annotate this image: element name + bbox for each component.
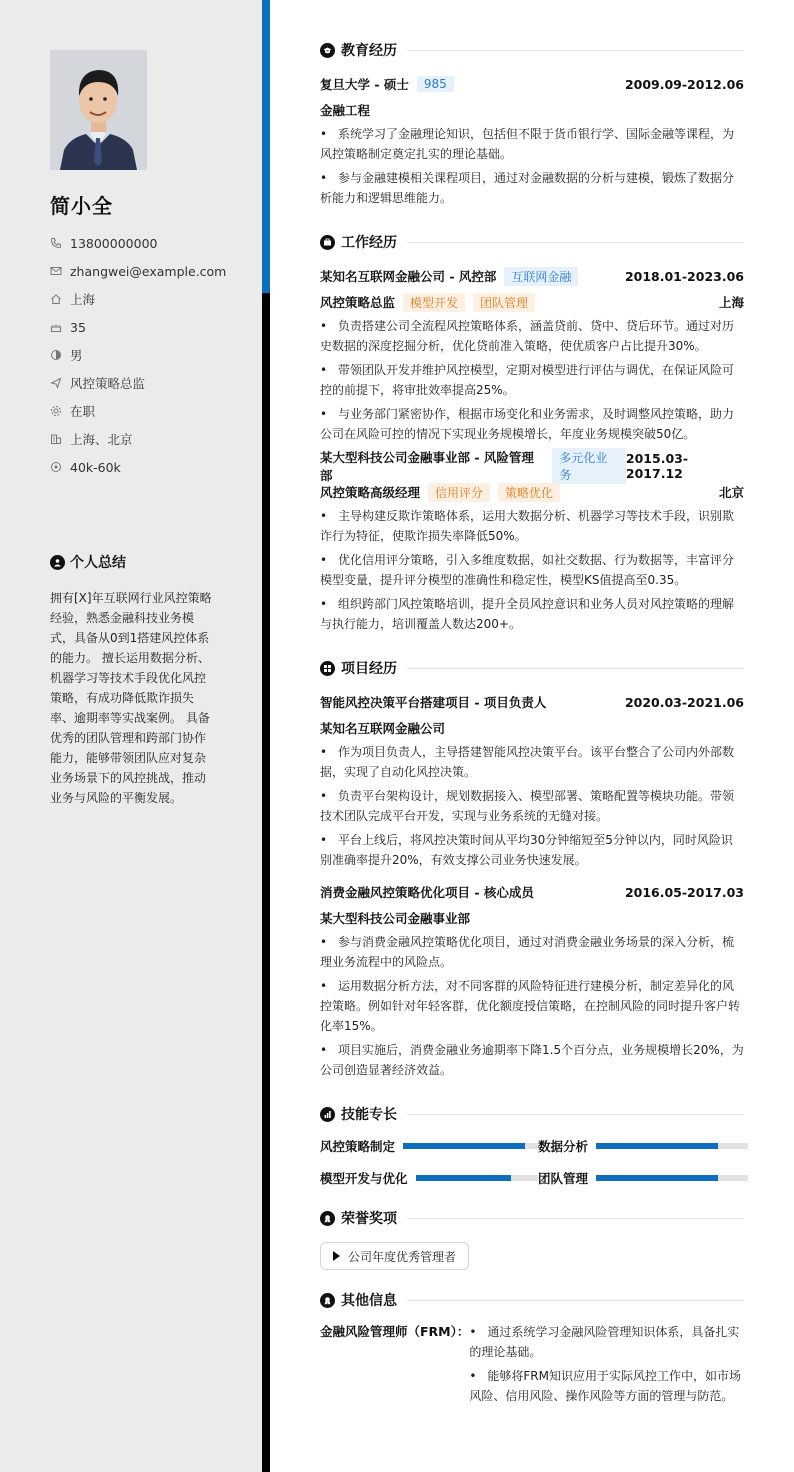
project-period: 2020.03-2021.06: [624, 694, 744, 710]
skill-bar: [596, 1175, 748, 1181]
list-item: • 参与消费金融风控策略优化项目，通过对消费金融业务场景的深入分析，梳理业务流程中的风险点。: [320, 935, 735, 969]
certificate-label: 金融风险管理师（FRM）：: [320, 1324, 470, 1339]
skill-tag: 信用评分: [428, 483, 490, 502]
section-rule: [407, 50, 744, 51]
list-item: • 项目实施后，消费金融业务逾期率下降1.5个百分点，业务规模增长20%，为公司创造显著经济效益。: [320, 1043, 744, 1077]
certificate-bullets: [469, 1322, 744, 1410]
company-name: 某知名互联网金融公司 - 风控部: [320, 269, 497, 284]
salary-item: [50, 453, 226, 481]
list-item: • 系统学习了金融理论知识，包括但不限于货币银行学、国际金融等课程，为风控策略制定奠定扎实的理论基础。: [320, 127, 735, 161]
skill-bar-fill: [596, 1175, 718, 1181]
skill-bar-fill: [596, 1143, 718, 1149]
job-period: 2018.01-2023.06: [624, 268, 744, 284]
industry-tag: 互联网金融: [504, 267, 578, 286]
info-icon: [320, 1293, 335, 1308]
list-item: • 带领团队开发并维护风控模型，定期对模型进行评估与调优，在保证风险可控的前提下，将审批效率提高25%。: [320, 363, 735, 397]
skill-tag: 策略优化: [498, 483, 560, 502]
job-period: 2015.03-2017.12: [625, 451, 689, 481]
position-value: 风控策略总监: [70, 376, 146, 391]
work-heading: [320, 230, 744, 254]
section-rule: [407, 1114, 744, 1115]
play-icon: [333, 1251, 340, 1261]
profile-photo: [50, 50, 147, 170]
school-name: 复旦大学 - 硕士: [320, 77, 409, 92]
skills-heading: [320, 1102, 744, 1126]
skill-item: [320, 1168, 538, 1188]
major: 金融工程: [320, 103, 371, 118]
projects-title: 项目经历: [341, 661, 397, 677]
phone-value: 13800000000: [70, 235, 158, 251]
job-location: 北京: [718, 485, 744, 500]
list-item: • 负责搭建公司全流程风控策略体系，涵盖贷前、贷中、贷后环节。通过对历史数据的深度挖掘分析，优化贷前准入策略，使优质客户占比提升30%。: [320, 319, 735, 353]
job-1-role-row: [320, 288, 744, 316]
list-item: • 能够将FRM知识应用于实际风控工作中，如市场风险、信用风险、操作风险等方面的管理与防范。: [469, 1369, 741, 1403]
project-2-header: [320, 880, 744, 904]
graduation-cap-icon: [320, 43, 335, 58]
education-title: 教育经历: [341, 43, 397, 59]
list-item: • 组织跨部门风控策略培训，提升全员风控意识和业务人员对风控策略的理解与执行能力，培训覆盖人数达200+。: [320, 597, 735, 631]
project-org: 某知名互联网金融公司: [320, 721, 446, 736]
salary-icon: [50, 461, 62, 473]
list-item: • 参与金融建模相关课程项目，通过对金融数据的分析与建模，锻炼了数据分析能力和逻辑思维能力。: [320, 171, 735, 205]
grid-icon: [320, 661, 335, 676]
project-period: 2016.05-2017.03: [624, 884, 744, 900]
project-org: 某大型科技公司金融事业部: [320, 911, 471, 926]
summary-text: 拥有[X]年互联网行业风控策略经验，熟悉金融科技业务模式，具备从0到1搭建风控体系的能力。 擅长运用数据分析、机器学习等技术手段优化风控策略，有成功降低欺诈损失率、逾期率等实战案例。 具备优秀的团队管理和跨部门协作能力，能够带领团队应对复杂业务场景下的风控挑战，推动业务与风险的平衡发展。: [50, 591, 212, 805]
job-role: 风控策略高级经理: [320, 485, 421, 500]
project-2-org-row: [320, 904, 744, 932]
award-item: [320, 1242, 469, 1270]
section-rule: [407, 1218, 744, 1219]
status-item: [50, 397, 226, 425]
other-title: 其他信息: [341, 1293, 397, 1309]
skill-tag: 模型开发: [403, 293, 465, 312]
section-rule: [407, 668, 744, 669]
industry-tag: 多元化业务: [552, 448, 625, 484]
other-heading: [320, 1288, 744, 1312]
gender-item: [50, 341, 226, 369]
skill-name: 模型开发与优化: [320, 1171, 408, 1186]
work-title: 工作经历: [341, 235, 397, 251]
skill-bar: [596, 1143, 748, 1149]
city-value: 上海: [70, 292, 96, 307]
dark-divider: [262, 293, 270, 1472]
education-heading: [320, 38, 744, 62]
skill-tag: 团队管理: [473, 293, 535, 312]
job-1-header: [320, 264, 744, 288]
skill-name: 数据分析: [538, 1139, 589, 1154]
position-item: [50, 369, 226, 397]
position-icon: [50, 377, 62, 389]
skill-name: 团队管理: [538, 1171, 589, 1186]
education-bullets: [320, 124, 744, 208]
project-name: 消费金融风控策略优化项目 - 核心成员: [320, 885, 534, 900]
skill-bar-fill: [403, 1143, 524, 1149]
skills-title: 技能专长: [341, 1107, 397, 1123]
project-1-org-row: [320, 714, 744, 742]
status-icon: [50, 405, 62, 417]
age-value: 35: [70, 319, 86, 335]
company-name: 某大型科技公司金融事业部 - 风险管理部: [320, 450, 534, 483]
skill-bar: [403, 1143, 538, 1149]
education-entry-header: [320, 72, 744, 96]
home-icon: [50, 293, 62, 305]
salary-value: 40k-60k: [70, 459, 121, 475]
job-role: 风控策略总监: [320, 295, 396, 310]
list-item: • 与业务部门紧密协作，根据市场变化和业务需求，及时调整风控策略，助力公司在风险可控的情况下实现业务规模增长，年度业务规模突破50亿。: [320, 407, 735, 441]
projects-heading: [320, 656, 744, 680]
contact-info-list: [50, 229, 226, 481]
award-label: 公司年度优秀管理者: [348, 1249, 457, 1264]
job-2-role-row: [320, 478, 744, 506]
skill-item: [538, 1168, 748, 1188]
skill-name: 风控策略制定: [320, 1139, 396, 1154]
education-period: 2009.09-2012.06: [624, 76, 744, 92]
project-1-header: [320, 690, 744, 714]
list-item: • 优化信用评分策略，引入多维度数据，如社交数据、行为数据等，丰富评分模型变量，提升评分模型的准确性和稳定性，模型KS值提高至0.35。: [320, 553, 735, 587]
summary-heading: [50, 552, 126, 572]
project-2-bullets: [320, 932, 744, 1080]
preferred-cities-value: 上海、北京: [70, 432, 133, 447]
skill-bar: [416, 1175, 538, 1181]
briefcase-icon: [320, 235, 335, 250]
gender-icon: [50, 349, 62, 361]
main-content: [320, 38, 744, 1410]
accent-divider: [262, 0, 270, 293]
education-major-row: [320, 96, 744, 124]
list-item: • 主导构建反欺诈策略体系，运用大数据分析、机器学习等技术手段，识别欺诈行为特征，使欺诈损失率降低50%。: [320, 509, 735, 543]
preferred-cities-item: [50, 425, 226, 453]
phone-item: [50, 229, 226, 257]
skill-item: [538, 1136, 748, 1156]
status-value: 在职: [70, 404, 96, 419]
project-1-bullets: [320, 742, 744, 870]
building-icon: [50, 433, 62, 445]
awards-title: 荣誉奖项: [341, 1211, 397, 1227]
skills-grid: [320, 1136, 744, 1188]
list-item: • 负责平台架构设计，规划数据接入、模型部署、策略配置等模块功能。带领技术团队完成平台开发，实现与业务系统的无缝对接。: [320, 789, 735, 823]
email-item: [50, 257, 226, 285]
job-1-bullets: [320, 316, 744, 444]
chart-icon: [320, 1107, 335, 1122]
list-item: • 通过系统学习金融风险管理知识体系，具备扎实的理论基础。: [469, 1325, 740, 1359]
job-location: 上海: [718, 295, 744, 310]
list-item: • 运用数据分析方法，对不同客群的风险特征进行建模分析，制定差异化的风控策略。例如针对年轻客群，优化额度授信策略，在控制风险的同时提升客户转化率15%。: [320, 979, 741, 1033]
mail-icon: [50, 265, 62, 277]
list-item: • 平台上线后，将风控决策时间从平均30分钟缩短至5分钟以内，同时风险识别准确率提升20%，有效支撑公司业务快速发展。: [320, 833, 733, 867]
project-name: 智能风控决策平台搭建项目 - 项目负责人: [320, 695, 547, 710]
city-item: [50, 285, 226, 313]
user-circle-icon: [50, 555, 65, 570]
phone-icon: [50, 237, 62, 249]
list-item: • 作为项目负责人，主导搭建智能风控决策平台。该平台整合了公司内外部数据，实现了自动化风控决策。: [320, 745, 735, 779]
candidate-name: 简小全: [50, 194, 113, 218]
section-rule: [407, 242, 744, 243]
skill-item: [320, 1136, 538, 1156]
job-2-header: [320, 450, 744, 483]
summary-title: 个人总结: [70, 555, 126, 571]
email-value: zhangwei@example.com: [70, 263, 227, 279]
awards-heading: [320, 1206, 744, 1230]
certificate-row: [320, 1322, 744, 1410]
school-tag: 985: [417, 76, 454, 92]
job-2-bullets: [320, 506, 744, 634]
section-rule: [407, 1300, 744, 1301]
skill-bar-fill: [416, 1175, 512, 1181]
award-icon: [320, 1211, 335, 1226]
gender-value: 男: [70, 348, 83, 363]
age-icon: [50, 321, 62, 333]
age-item: [50, 313, 226, 341]
